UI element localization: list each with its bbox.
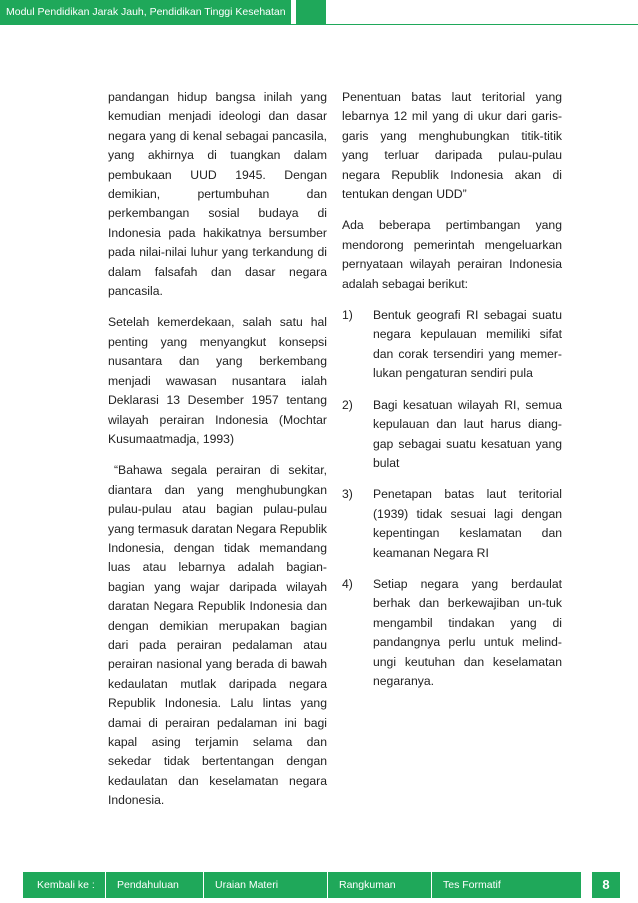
- list-text: Penetapan batas laut teritorial (1939) tidak sesuai lagi dengan kepentingan keslamatan dan keamanan Negara RI: [373, 487, 562, 560]
- header-accent-block: [296, 0, 326, 24]
- list-item: [342, 396, 562, 474]
- footer-nav-links: [105, 872, 581, 898]
- nav-pendahuluan[interactable]: Pendahuluan: [105, 872, 203, 898]
- header-title: Modul Pendidikan Jarak Jauh, Pendidikan Tinggi Kesehatan: [0, 0, 291, 24]
- footer-nav-bar: [0, 872, 638, 898]
- list-number: 1): [342, 308, 353, 323]
- list-item: [342, 306, 562, 384]
- paragraph: Setelah kemerdekaan, salah satu hal penting yang menyangkut konsepsi nusantara dan yang berkembang menjadi wawasan nusantara ialah Deklarasi 13 Desember 1957 tentang wilayah perairan Indonesia (Mochtar Kusumaatmadja, 1993): [108, 315, 327, 446]
- header-divider: [0, 24, 638, 25]
- list-text: Bagi kesatuan wilayah RI, semua kepulauan dan laut harus diang-gap sebagai suatu kesatuan yang bulat: [373, 397, 562, 470]
- quote-paragraph: “Bahawa segala perairan di sekitar, diantara dan yang menghubungkan pulau-pulau atau bagian pulau-pulau yang termasuk daratan Negara Republik Indonesia, dengan tidak memandang luas atau lebarnya adalah bagian-bagian yang wajar daripada wilayah daratan Negara Republik Indonesia dan dengan demikian merupakan bagian dari pada perairan pedalaman atau perairan nasional yang berada di bawah kedaulatan mutlak daripada negara Republik Indonesia. Lalu lintas yang damai di perairan pedalaman ini bagi kapal asing terjamin selama dan sekedar tidak bertentangan dengan kedaulatan dan keselamatan negara Indonesia.: [108, 463, 327, 808]
- nav-uraian-materi[interactable]: Uraian Materi: [203, 872, 327, 898]
- list-number: 2): [342, 397, 353, 412]
- list-text: Bentuk geografi RI sebagai suatu negara kepulauan memiliki sifat dan corak tersendiri yang memer-lukan pengaturan sendiri pula: [373, 308, 562, 381]
- back-label: Kembali ke :: [23, 872, 105, 898]
- list-number: 3): [342, 487, 353, 502]
- nav-rangkuman[interactable]: Rangkuman: [327, 872, 431, 898]
- list-item: [342, 575, 562, 691]
- list-item: [342, 485, 562, 563]
- right-column: [342, 88, 562, 703]
- considerations-list: [342, 306, 562, 691]
- page-number: 8: [592, 872, 620, 898]
- paragraph: Penentuan batas laut teritorial yang lebarnya 12 mil yang di ukur dari garis-garis yang menghubungkan titik-titik yang terluar daripada pulau-pulau negara Republik Indonesia akan di tentukan dengan UDD”: [342, 90, 562, 202]
- list-number: 4): [342, 576, 353, 591]
- paragraph: Ada beberapa pertimbangan yang mendorong pemerintah mengeluarkan pernyataan wilayah perairan Indonesia adalah sebagai berikut:: [342, 218, 562, 291]
- list-text: Setiap negara yang berdaulat berhak dan berkewajiban un-tuk mengambil tindakan yang di pandangnya perlu untuk melind-ungi keutuhan dan keselamatan negaranya.: [373, 576, 562, 688]
- nav-tes-formatif[interactable]: Tes Formatif: [431, 872, 581, 898]
- paragraph: pandangan hidup bangsa inilah yang kemudian menjadi ideologi dan dasar negara yang di kenal sebagai pancasila, yang akhirnya di tuangkan dalam pembukaan UUD 1945. Dengan demikian, pertumbuhan dan perkembangan sosial budaya di Indonesia pada hakikatnya bersumber pada nilai-nilai luhur yang terkandung di dalam falsafah dan dasar negara pancasila.: [108, 90, 327, 299]
- left-column: [108, 88, 327, 823]
